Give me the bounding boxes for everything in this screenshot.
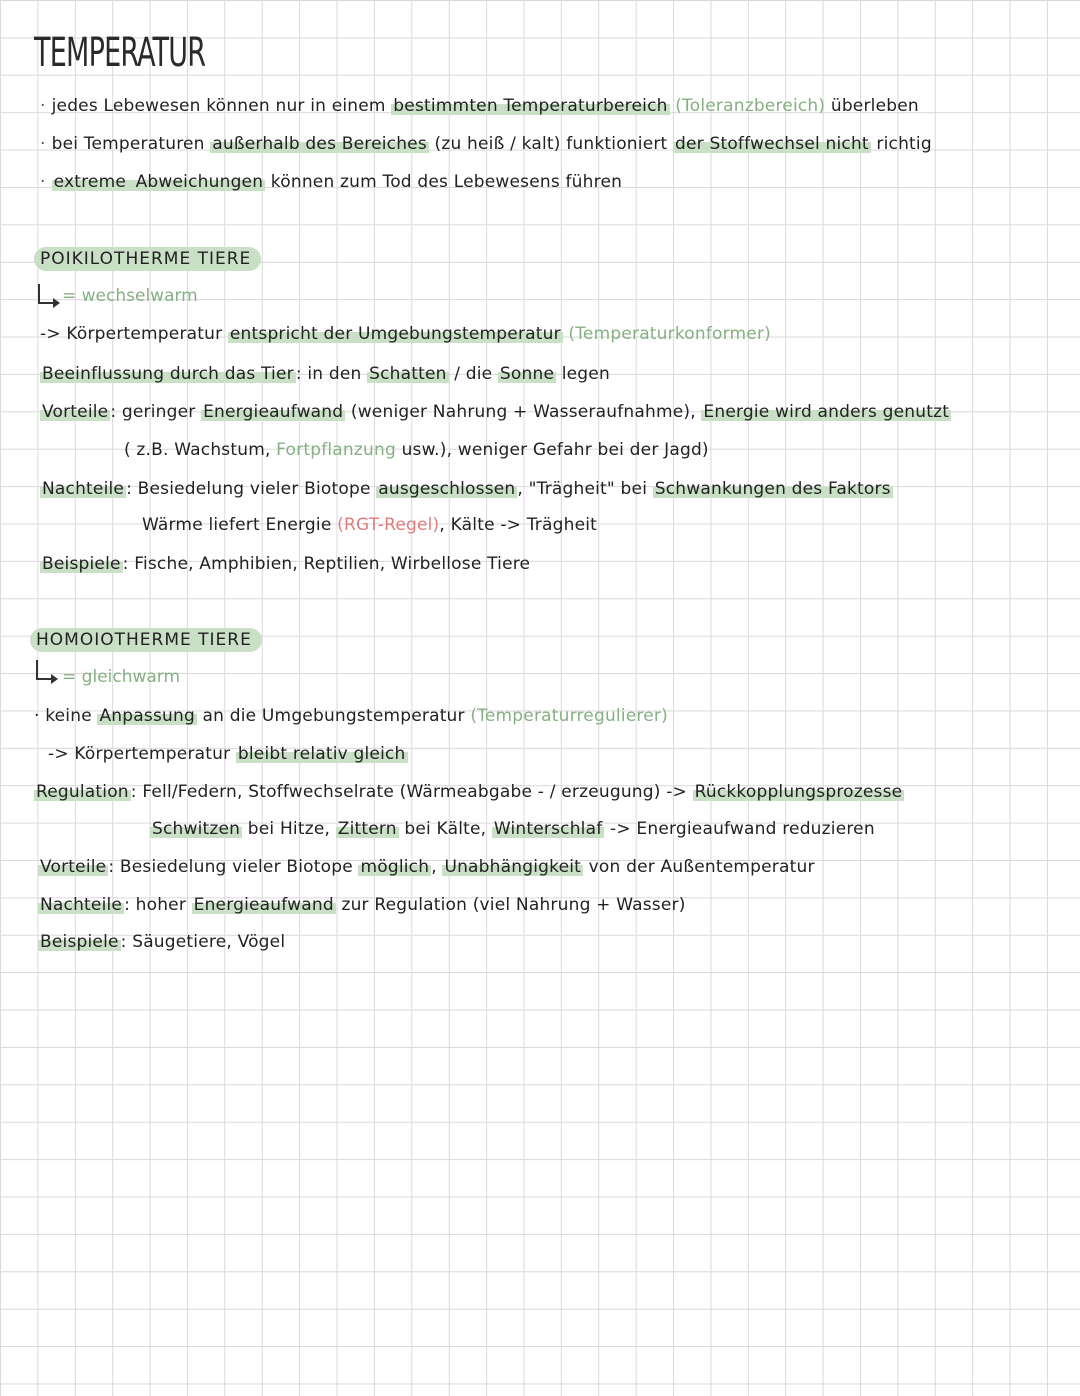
regulation-label: Regulation	[36, 782, 129, 802]
arrow-icon	[38, 284, 54, 304]
text: -> Körpertemperatur	[48, 744, 236, 764]
poikilo-line-4	[124, 438, 709, 462]
text: bei Hitze,	[242, 819, 336, 839]
nachteile-label: Nachteile	[42, 479, 125, 499]
bullet: ·	[40, 134, 46, 154]
text: bei Temperaturen	[51, 134, 211, 154]
highlight: bestimmten Temperaturbereich	[393, 96, 668, 116]
text: : Fell/Federn, Stoffwechselrate (Wärmeabgabe - / erzeugung) ->	[130, 782, 693, 802]
green-note: (Temperaturregulierer)	[470, 706, 668, 726]
text: : geringer	[110, 402, 202, 422]
homoio-line-6	[38, 893, 686, 917]
intro-line-3	[40, 170, 622, 194]
poikilo-line-6	[142, 513, 597, 537]
nachteile-label: Nachteile	[40, 895, 123, 915]
green-note: Fortpflanzung	[276, 440, 396, 460]
highlight: bleibt relativ gleich	[237, 744, 406, 764]
text: können zum Tod des Lebewesens führen	[265, 172, 623, 192]
text: , "Trägheit" bei	[517, 479, 653, 499]
highlight: Sonne	[499, 364, 555, 384]
poikilo-line-7	[40, 552, 530, 576]
text: -> Energieaufwand reduzieren	[604, 819, 875, 839]
green-note: (Toleranzbereich)	[675, 96, 826, 116]
vorteile-label: Vorteile	[40, 857, 107, 877]
text: : hoher	[124, 895, 192, 915]
poikilo-line-5	[40, 477, 893, 501]
beispiele-label: Beispiele	[42, 554, 121, 574]
homoio-line-2	[48, 742, 408, 766]
poikilo-line-3	[40, 400, 951, 424]
highlight: Unabhängigkeit	[444, 857, 582, 877]
homoio-synonym: = gleichwarm	[62, 667, 181, 687]
homoio-line-5	[38, 855, 815, 879]
highlight: entspricht der Umgebungstemperatur	[229, 324, 561, 344]
intro-line-1	[40, 94, 919, 118]
highlight: Schwitzen	[152, 819, 241, 839]
green-note: (Temperaturkonformer)	[568, 324, 771, 344]
poikilo-line-1	[40, 322, 771, 346]
highlight: extreme	[53, 172, 132, 192]
text: ( z.B. Wachstum,	[124, 440, 277, 460]
highlight: außerhalb des Bereiches	[212, 134, 427, 154]
text: -> Körpertemperatur	[40, 324, 228, 344]
page-title: TEMPERATUR	[34, 30, 206, 76]
highlight: Energie wird anders genutzt	[703, 402, 950, 422]
text: (zu heiß / kalt) funktioniert	[428, 134, 674, 154]
text: usw.), weniger Gefahr bei der Jagd)	[395, 440, 709, 460]
highlight: Beeinflussung durch das Tier	[42, 364, 294, 384]
intro-line-2	[40, 132, 932, 156]
text: richtig	[870, 134, 932, 154]
homoio-line-3	[34, 780, 904, 804]
red-note: (RGT-Regel)	[337, 515, 440, 535]
homoio-line-7	[38, 930, 285, 954]
highlight: Energieaufwand	[203, 402, 344, 422]
text: / die	[448, 364, 498, 384]
highlight: Zittern	[337, 819, 397, 839]
text: jedes Lebewesen können nur in einem	[51, 96, 392, 116]
homoio-line-4	[150, 817, 875, 841]
text: : Besiedelung vieler Biotope	[126, 479, 377, 499]
bullet: ·	[40, 96, 46, 116]
text: an die Umgebungstemperatur	[196, 706, 471, 726]
text: : Fische, Amphibien, Reptilien, Wirbellose Tiere	[122, 554, 531, 574]
text: ,	[431, 857, 443, 877]
text: · keine	[34, 706, 98, 726]
highlight: möglich	[360, 857, 430, 877]
text: von der Außentemperatur	[583, 857, 815, 877]
vorteile-label: Vorteile	[42, 402, 109, 422]
text: überleben	[825, 96, 919, 116]
highlight: Abweichungen	[135, 172, 264, 192]
poikilo-line-2	[40, 362, 610, 386]
poikilo-synonym: = wechselwarm	[62, 286, 198, 306]
text: : Besiedelung vieler Biotope	[108, 857, 359, 877]
highlight: ausgeschlossen	[378, 479, 516, 499]
arrow-icon	[36, 660, 52, 680]
highlight: der Stoffwechsel nicht	[675, 134, 869, 154]
bullet: ·	[40, 172, 46, 192]
text: legen	[556, 364, 610, 384]
text: zur Regulation (viel Nahrung + Wasser)	[335, 895, 686, 915]
text: Wärme liefert Energie	[142, 515, 338, 535]
highlight: Winterschlaf	[493, 819, 603, 839]
homoio-line-1	[34, 704, 668, 728]
text: : in den	[295, 364, 368, 384]
text: (weniger Nahrung + Wasseraufnahme),	[345, 402, 702, 422]
text: bei Kälte,	[398, 819, 492, 839]
text: , Kälte -> Trägheit	[439, 515, 598, 535]
highlight: Schwankungen des Faktors	[654, 479, 891, 499]
text: : Säugetiere, Vögel	[120, 932, 286, 952]
poikilo-heading: POIKILOTHERME TIERE	[34, 247, 261, 271]
highlight: Energieaufwand	[193, 895, 334, 915]
highlight: Rückkopplungsprozesse	[694, 782, 903, 802]
beispiele-label: Beispiele	[40, 932, 119, 952]
highlight: Anpassung	[99, 706, 195, 726]
highlight: Schatten	[369, 364, 447, 384]
homoio-heading: HOMOIOTHERME TIERE	[30, 628, 262, 652]
